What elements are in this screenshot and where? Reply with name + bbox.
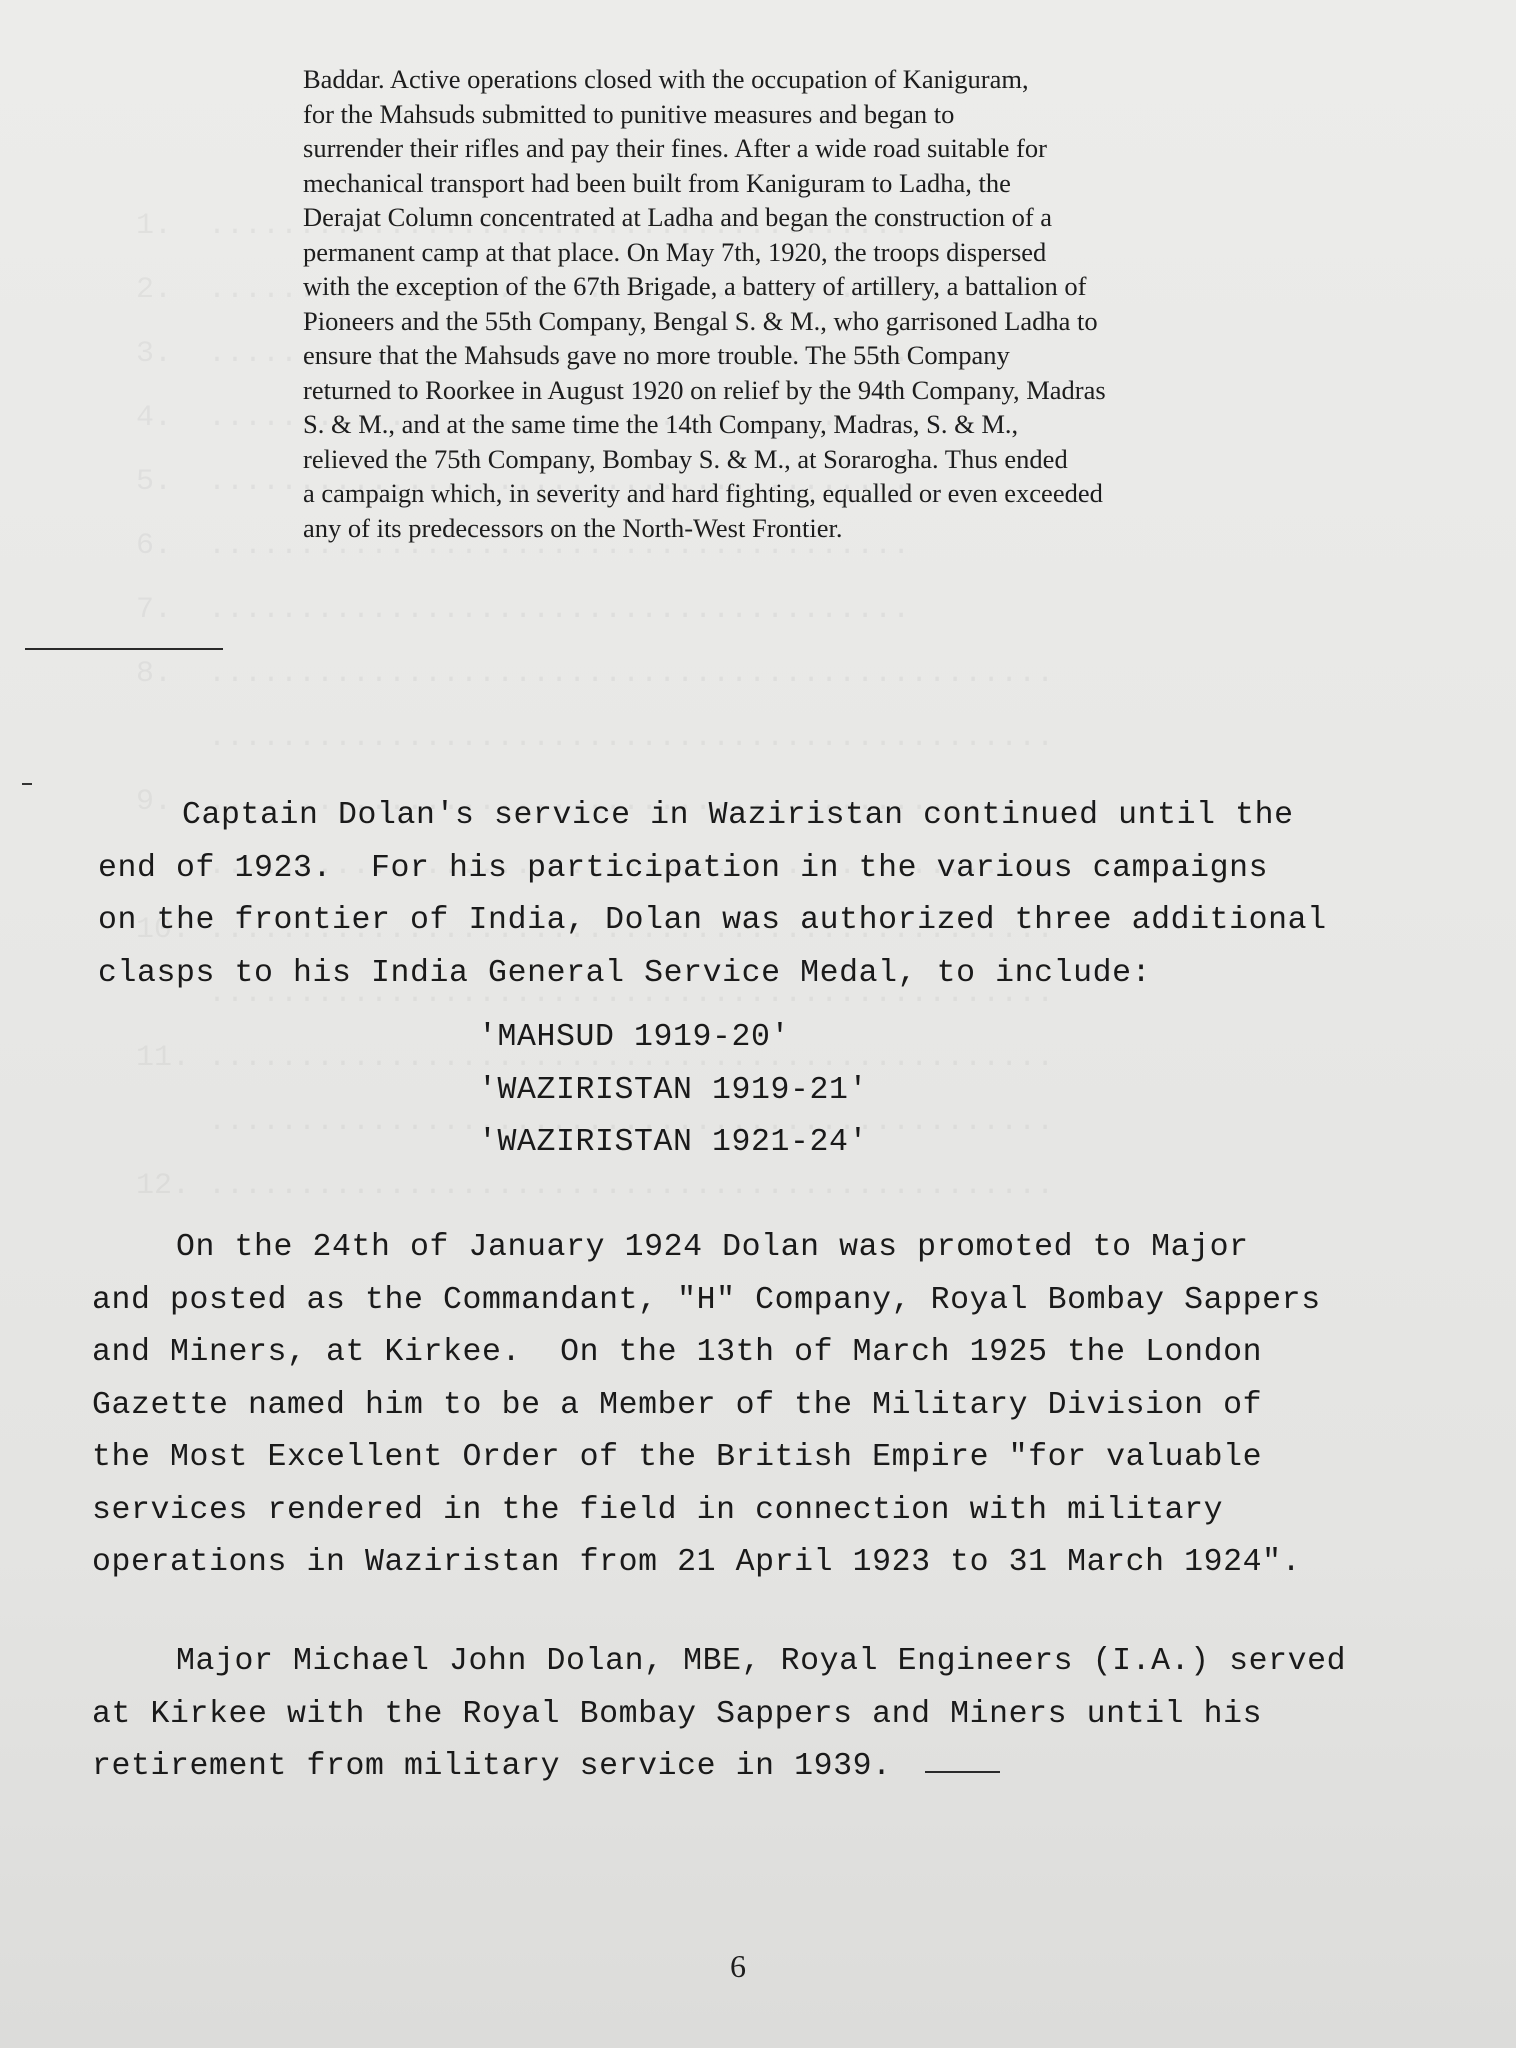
extract-line: Pioneers and the 55th Company, Bengal S. & M., who garrisoned Ladha to: [303, 305, 1098, 336]
extract-line: for the Mahsuds submitted to punitive measures and began to: [303, 98, 955, 129]
paragraph-line: the Most Excellent Order of the British Empire "for valuable: [92, 1440, 1263, 1475]
margin-mark: [22, 783, 32, 785]
paragraph-line: end of 1923. For his participation in the various campaigns: [98, 850, 1269, 886]
extract-line: S. & M., and at the same time the 14th Company, Madras, S. & M.,: [303, 409, 1019, 439]
extract-line: ensure that the Mahsuds gave no more trouble. The 55th Company: [303, 340, 1010, 370]
clasp-item: 'MAHSUD 1919-20': [478, 1020, 791, 1055]
paragraph-retirement: [92, 1636, 1346, 1794]
extract-line: a campaign which, in severity and hard fighting, equalled or even exceeded: [303, 478, 1103, 508]
paragraph-service-waziristan: [98, 790, 1327, 1000]
paragraph-line: on the frontier of India, Dolan was authorized three additional: [98, 903, 1327, 938]
pen-stroke: [925, 1771, 1000, 1773]
paragraph-line: and Miners, at Kirkee. On the 13th of March 1925 the London: [92, 1335, 1263, 1370]
extract-line: with the exception of the 67th Brigade, a battery of artillery, a battalion of: [303, 271, 1087, 301]
quoted-extract: [303, 62, 1238, 545]
paragraph-line: and posted as the Commandant, "H" Company, Royal Bombay Sappers: [92, 1282, 1321, 1318]
extract-line: any of its predecessors on the North-West Frontier.: [303, 512, 843, 543]
paragraph-line: Captain Dolan's service in Waziristan continued until the: [182, 798, 1294, 833]
extract-line: surrender their rifles and pay their fines. After a wide road suitable for: [303, 133, 1047, 163]
page-number: 6: [730, 1948, 746, 1984]
paragraph-line: retirement from military service in 1939.: [92, 1749, 892, 1784]
paragraph-line: Major Michael John Dolan, MBE, Royal Engineers (I.A.) served: [176, 1644, 1347, 1679]
paragraph-line: On the 24th of January 1924 Dolan was promoted to Major: [176, 1230, 1249, 1265]
section-divider: [25, 648, 223, 650]
extract-line: permanent camp at that place. On May 7th, 1920, the troops dispersed: [303, 236, 1047, 267]
paragraph-line: clasps to his India General Service Medal, to include:: [98, 955, 1152, 991]
clasp-item: 'WAZIRISTAN 1919-21': [478, 1072, 869, 1108]
clasps-list: [478, 1012, 868, 1170]
clasp-item: 'WAZIRISTAN 1921-24': [478, 1125, 869, 1160]
paragraph-line: Gazette named him to be a Member of the Military Division of: [92, 1387, 1263, 1423]
extract-line: Derajat Column concentrated at Ladha and began the construction of a: [303, 202, 1053, 232]
paragraph-line: operations in Waziristan from 21 April 1923 to 31 March 1924".: [92, 1545, 1302, 1580]
paragraph-line: at Kirkee with the Royal Bombay Sappers and Miners until his: [92, 1696, 1263, 1732]
extract-line: relieved the 75th Company, Bombay S. & M., at Sorarogha. Thus ended: [303, 443, 1068, 474]
paragraph-promotion: [92, 1222, 1321, 1590]
paragraph-line: services rendered in the field in connection with military: [92, 1492, 1224, 1528]
extract-line: Baddar. Active operations closed with the occupation of Kaniguram,: [303, 64, 1029, 94]
extract-line: mechanical transport had been built from Kaniguram to Ladha, the: [303, 167, 1011, 198]
extract-line: returned to Roorkee in August 1920 on relief by the 94th Company, Madras: [303, 374, 1106, 405]
